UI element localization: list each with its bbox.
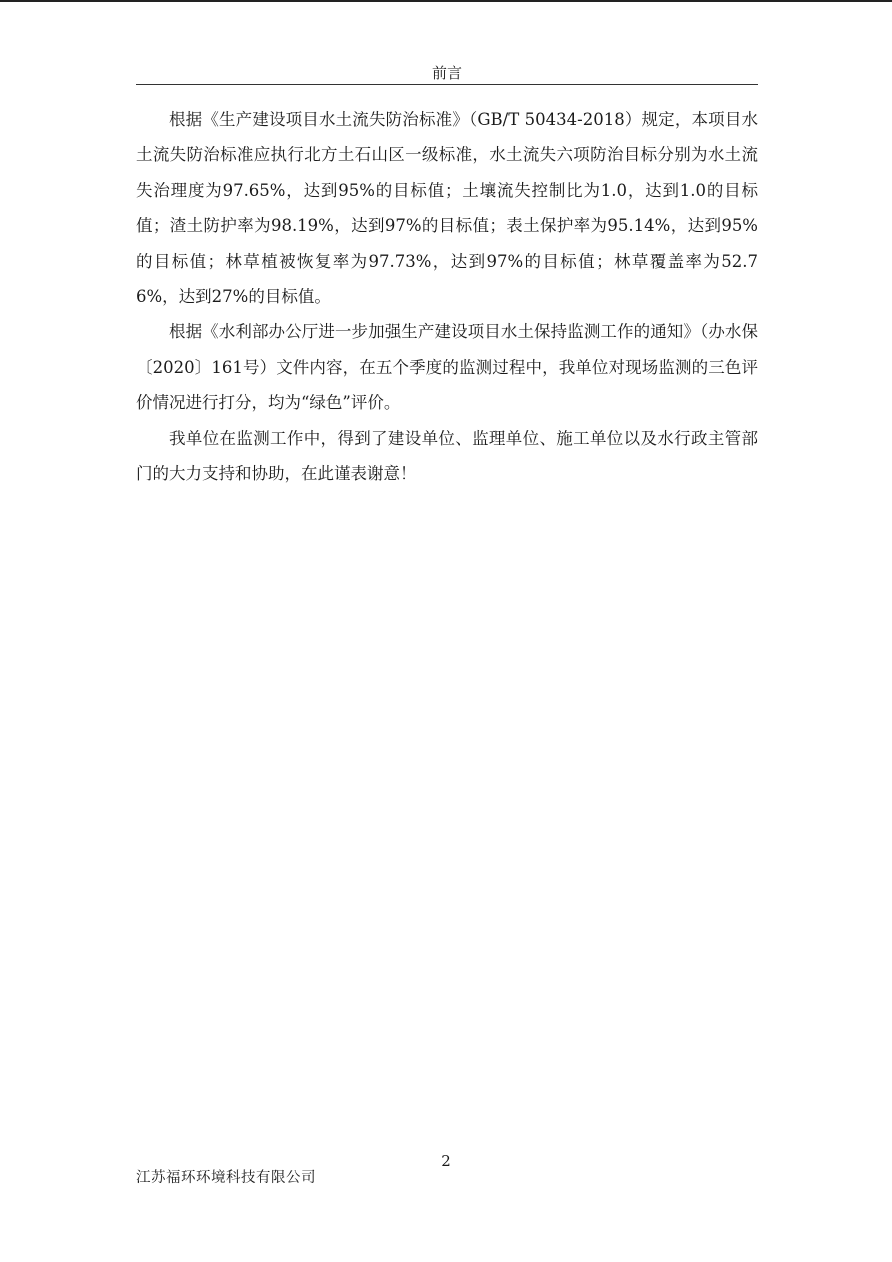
paragraph-acknowledgement: 我单位在监测工作中，得到了建设单位、监理单位、施工单位以及水行政主管部门的大力支持和协助，在此谨表谢意！: [136, 428, 758, 484]
document-body: [136, 102, 758, 491]
paragraph-evaluation: 根据《水利部办公厅进一步加强生产建设项目水土保持监测工作的通知》（办水保〔2020〕161号）文件内容，在五个季度的监测过程中，我单位对现场监测的三色评价情况进行打分，均为“绿色”评价。: [136, 322, 758, 413]
paragraph-standards: 根据《生产建设项目水土流失防治标准》（GB/T 50434-2018）规定，本项目水土流失防治标准应执行北方土石山区一级标准，水土流失六项防治目标分别为水土流失治理度为97.65%，达到95%的目标值；土壤流失控制比为1.0，达到1.0的目标值；渣土防护率为98.19%，达到97%的目标值；表土保护率为95.14%，达到95%的目标值；林草植被恢复率为97.73%，达到97%的目标值；林草覆盖率为52.76%，达到27%的目标值。: [136, 110, 758, 307]
page-header-title: 前言: [136, 62, 758, 85]
page-top-border: [0, 0, 892, 2]
footer-company-name: 江苏福环环境科技有限公司: [136, 1170, 316, 1186]
page-number: 2: [441, 1152, 451, 1170]
